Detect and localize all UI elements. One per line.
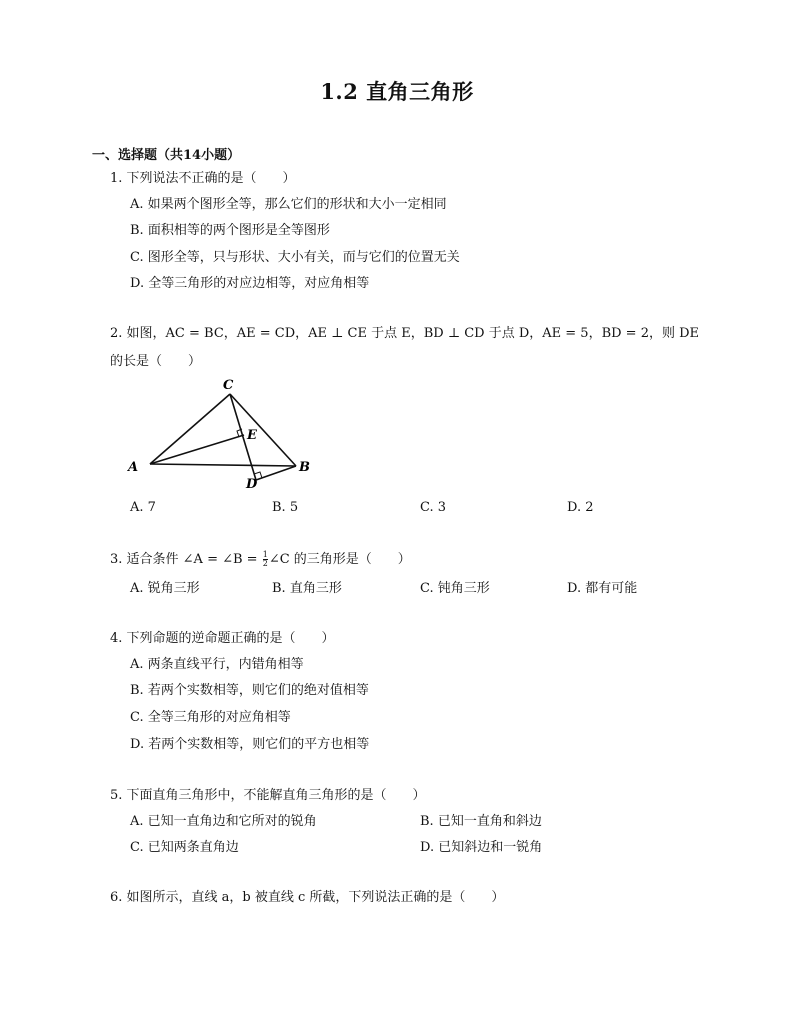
segment-ac [150,394,230,464]
question-2-option-a: A. 7 [130,500,156,515]
fraction-numerator: 1 [262,550,268,559]
question-4-option-d: D. 若两个实数相等，则它们的平方也相等 [130,737,370,752]
question-2-option-d: D. 2 [567,500,594,515]
question-6-stem: 6. 如图所示，直线 a，b 被直线 c 所截，下列说法正确的是（ ） [110,890,505,905]
label-b: B [299,460,310,475]
label-c: C [223,378,234,393]
question-5-option-c: C. 已知两条直角边 [130,840,239,855]
question-2-option-b: B. 5 [272,500,299,515]
label-e: E [247,428,257,443]
question-3-option-b: B. 直角三形 [272,581,342,596]
question-4-stem: 4. 下列命题的逆命题正确的是（ ） [110,631,335,646]
triangle-figure [120,374,320,494]
question-5-option-a: A. 已知一直角边和它所对的锐角 [130,814,317,829]
question-3-option-a: A. 锐角三形 [130,581,200,596]
question-5-option-b: B. 已知一直角和斜边 [420,814,542,829]
label-a: A [128,460,139,475]
fraction-one-half [263,551,268,568]
question-1-option-c: C. 图形全等，只与形状、大小有关，而与它们的位置无关 [130,250,460,265]
page-title: 1.2 直角三角形 [320,79,474,104]
question-1-stem: 1. 下列说法不正确的是（ ） [110,171,296,186]
question-5-option-d: D. 已知斜边和一锐角 [420,840,543,855]
question-4-option-c: C. 全等三角形的对应角相等 [130,710,291,725]
question-1-option-d: D. 全等三角形的对应边相等，对应角相等 [130,276,370,291]
question-3-stem-pre: 3. 适合条件 ∠A = ∠B = [110,552,262,567]
label-d: D [246,477,258,492]
question-3-option-c: C. 钝角三形 [420,581,490,596]
question-4-option-a: A. 两条直线平行，内错角相等 [130,657,304,672]
question-3-option-d: D. 都有可能 [567,581,638,596]
question-4-option-b: B. 若两个实数相等，则它们的绝对值相等 [130,683,369,698]
question-1-option-b: B. 面积相等的两个图形是全等图形 [130,223,330,238]
question-3-stem [110,551,411,569]
question-1-option-a: A. 如果两个图形全等，那么它们的形状和大小一定相同 [130,197,447,212]
segment-ae [150,435,244,464]
fraction-denominator: 2 [262,559,268,568]
question-2-option-c: C. 3 [420,500,447,515]
question-2-stem: 2. 如图，AC = BC，AE = CD，AE ⊥ CE 于点 E，BD ⊥ CD 于点 D，AE = 5，BD = 2，则 DE 的长是（ ） [110,326,700,369]
question-5-stem: 5. 下面直角三角形中，不能解直角三角形的是（ ） [110,788,426,803]
segment-ab [150,464,296,466]
section-heading: 一、选择题（共14小题） [92,148,241,163]
question-3-stem-post: ∠C 的三角形是（ ） [268,552,411,567]
